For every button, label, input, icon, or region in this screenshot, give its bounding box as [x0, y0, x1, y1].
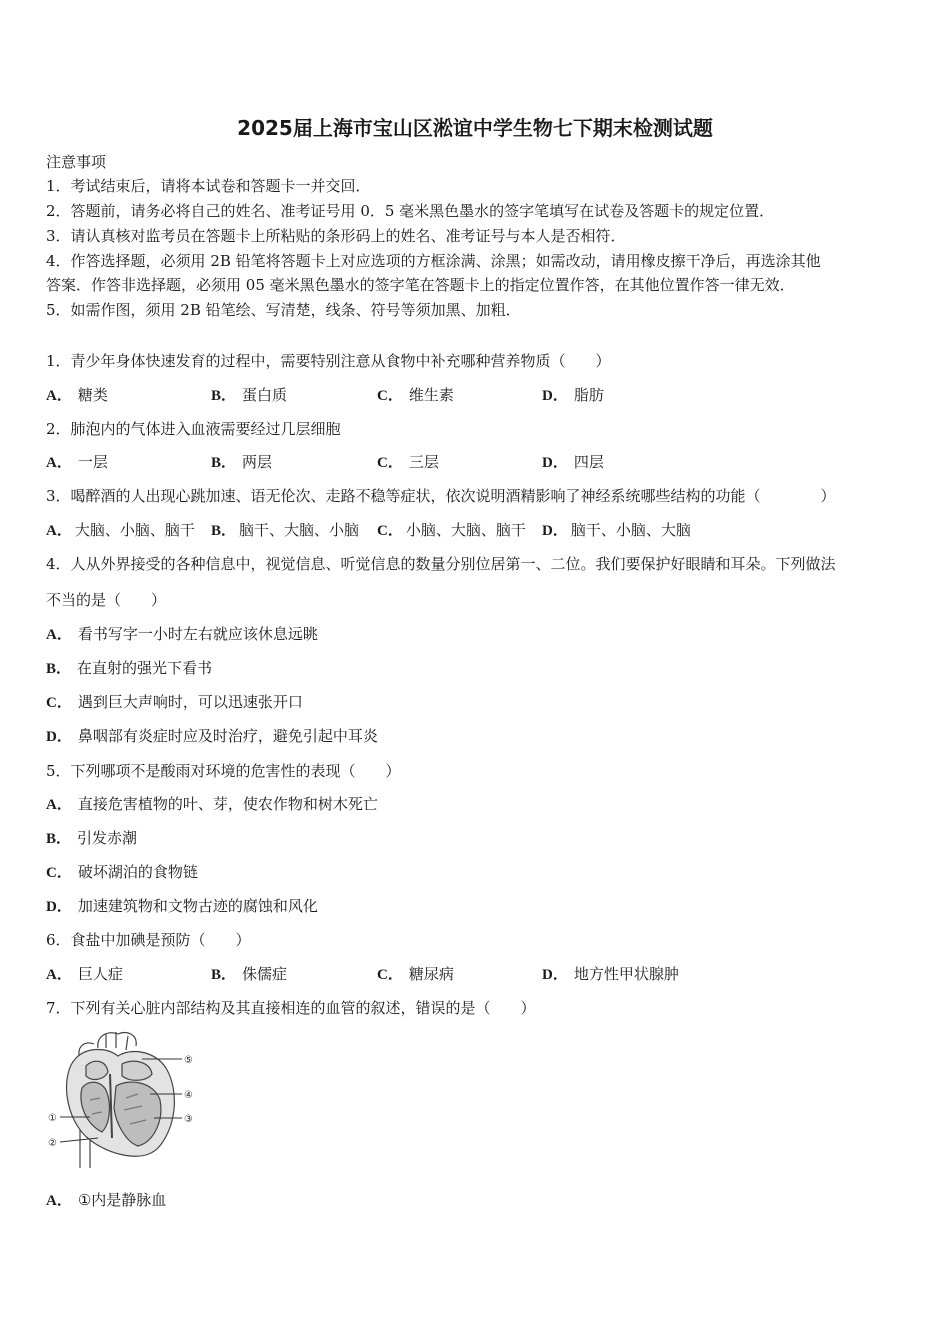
question-stem: 3．喝醉酒的人出现心跳加速、语无伦次、走路不稳等症状，依次说明酒精影响了神经系统哪些结构的功能（ ）: [46, 487, 836, 505]
option-c: C． 糖尿病: [377, 965, 454, 983]
figure-label-3: ③: [184, 1114, 193, 1125]
option-d: D． 脂肪: [542, 386, 604, 404]
notice-item: 2．答题前，请务必将自己的姓名、准考证号用 0．5 毫米黑色墨水的签字笔填写在试卷及答题卡的规定位置．: [46, 202, 775, 220]
notice-item: 4．作答选择题，必须用 2B 铅笔将答题卡上对应选项的方框涂满、涂黑；如需改动，请用橡皮擦干净后，再选涂其他: [46, 252, 821, 270]
option-b: B． 脑干、大脑、小脑: [211, 521, 360, 539]
option-b: B． 蛋白质: [211, 386, 288, 404]
notice-item: 答案．作答非选择题，必须用 05 毫米黑色墨水的签字笔在答题卡上的指定位置作答，在其他位置作答一律无效．: [46, 276, 795, 294]
page-title: 2025届上海市宝山区淞谊中学生物七下期末检测试题: [237, 116, 713, 140]
option-a: A． 看书写字一小时左右就应该休息远眺: [46, 625, 318, 643]
question-stem: 5．下列哪项不是酸雨对环境的危害性的表现（ ）: [46, 762, 401, 780]
figure-label-5: ⑤: [184, 1055, 193, 1066]
option-a: A． ①内是静脉血: [46, 1191, 167, 1209]
option-d: D． 加速建筑物和文物古迹的腐蚀和风化: [46, 897, 318, 915]
question-stem: 1．青少年身体快速发育的过程中，需要特别注意从食物中补充哪种营养物质（ ）: [46, 352, 611, 370]
figure-label-4: ④: [184, 1090, 193, 1101]
question-stem: 2．肺泡内的气体进入血液需要经过几层细胞: [46, 420, 341, 438]
notice-item: 5．如需作图，须用 2B 铅笔绘、写清楚，线条、符号等须加黑、加粗．: [46, 301, 521, 319]
figure-label-1: ①: [48, 1113, 57, 1124]
option-a: A． 一层: [46, 453, 108, 471]
question-stem: 6．食盐中加碘是预防（ ）: [46, 931, 251, 949]
option-b: B． 侏儒症: [211, 965, 288, 983]
option-c: C． 小脑、大脑、脑干: [377, 521, 526, 539]
heart-diagram: [46, 1028, 206, 1173]
option-a: A． 直接危害植物的叶、芽，使农作物和树木死亡: [46, 795, 378, 813]
option-c: C． 维生素: [377, 386, 454, 404]
option-b: B． 两层: [211, 453, 273, 471]
option-d: D． 脑干、小脑、大脑: [542, 521, 691, 539]
option-b: B． 引发赤潮: [46, 829, 138, 847]
option-c: C． 遇到巨大声响时，可以迅速张开口: [46, 693, 303, 711]
option-d: D． 地方性甲状腺肿: [542, 965, 679, 983]
option-c: C． 三层: [377, 453, 439, 471]
option-a: A． 糖类: [46, 386, 108, 404]
option-b: B． 在直射的强光下看书: [46, 659, 213, 677]
notice-item: 3．请认真核对监考员在答题卡上所粘贴的条形码上的姓名、准考证号与本人是否相符．: [46, 227, 626, 245]
question-stem-continued: 不当的是（ ）: [46, 591, 167, 609]
option-a: A． 大脑、小脑、脑干: [46, 521, 195, 539]
option-c: C． 破坏湖泊的食物链: [46, 863, 198, 881]
option-d: D． 四层: [542, 453, 604, 471]
figure-label-2: ②: [48, 1138, 57, 1149]
notice-heading: 注意事项: [46, 153, 107, 171]
question-stem: 4．人从外界接受的各种信息中，视觉信息、听觉信息的数量分别位居第一、二位。我们要保护好眼睛和耳朵。下列做法: [46, 555, 836, 573]
option-a: A． 巨人症: [46, 965, 123, 983]
option-d: D． 鼻咽部有炎症时应及时治疗，避免引起中耳炎: [46, 727, 378, 745]
question-stem: 7．下列有关心脏内部结构及其直接相连的血管的叙述，错误的是（ ）: [46, 999, 536, 1017]
notice-item: 1．考试结束后，请将本试卷和答题卡一并交回．: [46, 177, 371, 195]
